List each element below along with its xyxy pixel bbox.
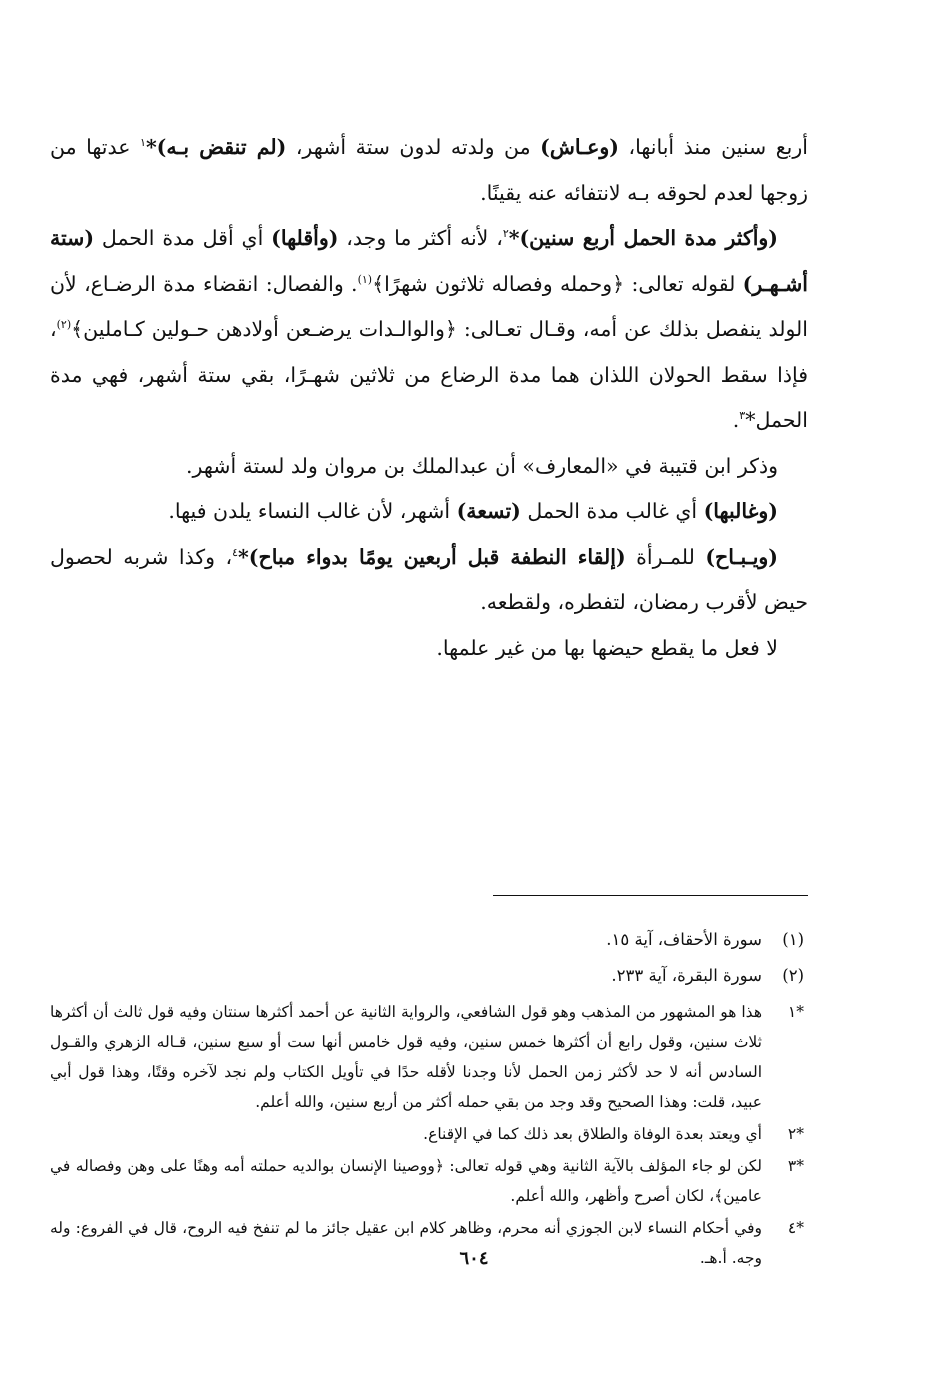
bold-term: (وأكثر مدة الحمل أربع سنين)*	[508, 226, 779, 250]
note-text: أي ويعتد بعدة الوفاة والطلاق بعد ذلك كما في الإقناع.	[423, 1125, 762, 1143]
footnote-text: سورة الأحقاف، آية ١٥.	[606, 930, 762, 949]
text-span: للمـرأة	[636, 544, 695, 569]
text-span: ، لأنه أكثر ما وجد،	[346, 226, 503, 250]
bold-term: (إلقاء النطفة قبل أربعين يومًا بدواء مباح)*	[238, 544, 626, 569]
footnote-ref: (٢)	[56, 318, 72, 332]
note-marker: *١	[787, 1003, 804, 1021]
text-span: أي غالب مدة الحمل	[527, 499, 698, 523]
footnote-marker: (١)	[782, 930, 804, 949]
paragraph-2	[50, 216, 808, 444]
text-span: أي أقل مدة الحمل	[101, 226, 264, 250]
bold-term: (ويـبـاح)	[705, 544, 778, 569]
footnote-divider	[493, 895, 808, 896]
note-marker: *٤	[787, 1219, 804, 1237]
note-ref: ١	[140, 136, 146, 150]
footnote-text: سورة البقرة، آية ٢٣٣.	[611, 966, 762, 985]
bold-term: (لم تنقض بـه)*	[145, 135, 287, 159]
main-text	[50, 125, 808, 671]
text-span: من ولدته لدون ستة أشهر،	[295, 135, 531, 159]
note-text: لكن لو جاء المؤلف بالآية الثانية وهي قوله تعالى: ﴿ووصينا الإنسان بوالديه حملته أمه وهنًا على وهن وفصاله في عامين﴾، لكان أصرح وأظهر، والله أعلم.	[50, 1157, 762, 1205]
bold-term: (وغالبها)	[703, 499, 778, 523]
footnote-marker: (٢)	[782, 966, 804, 985]
bold-term: (وعـاش)	[540, 135, 619, 159]
note-ref: ٤	[232, 545, 239, 559]
text-span: ، وكذا شربه لحصول حيض لأقرب رمضان، لتفطره، ولقطعه.	[50, 544, 808, 614]
text-span: ، فإذا سقط الحولان اللذان هما مدة الرضاع من ثلاثين شهـرًا، بقي ستة أشهر، فهي مدة الحمل*	[50, 317, 808, 432]
page-number: ٦٠٤	[459, 1248, 489, 1269]
bold-term: (وأقلها)	[271, 226, 339, 250]
commentary-note	[50, 1151, 808, 1211]
footnote	[50, 961, 808, 991]
note-marker: *٢	[787, 1125, 804, 1143]
footnote-ref: (١)	[357, 272, 373, 286]
text-span: عدتها من زوجها لعدم لحوقه بـه لانتفائه عنه يقينًا.	[50, 135, 808, 205]
note-ref: ٣	[739, 409, 746, 423]
bold-term: (ستة أشـهـر)	[50, 226, 808, 296]
note-marker: *٣	[787, 1157, 804, 1175]
footnote	[50, 925, 808, 955]
text-span: .	[732, 408, 740, 432]
text-span: أشهر، لأن غالب النساء يلدن فيها.	[168, 499, 451, 523]
text-span: . والفصال: انقضاء مدة الرضـاع، لأن الولد ينفصل بذلك عن أمه، وقـال تعـالى: ﴿والوالـدات يرضـعن أولادهن حـولين كـاملين﴾	[50, 271, 808, 341]
note-text: وفي أحكام النساء لابن الجوزي أنه محرم، وظاهر كلام ابن عقيل جائز ما لم تنفخ فيه الروح، قال في الفروع: وله وجه. أ.هـ.	[50, 1219, 762, 1267]
paragraph-3: وذكر ابن قتيبة في «المعارف» أن عبدالملك بن مروان ولد لستة أشهر.	[186, 453, 778, 478]
paragraph-5	[50, 535, 808, 626]
text-span: أربع سنين منذ أبانها،	[628, 135, 808, 159]
bold-term: (تسعة)	[456, 499, 521, 523]
paragraph-6: لا فعل ما يقطع حيضها بها من غير علمها.	[436, 635, 778, 660]
paragraph-4	[50, 489, 808, 535]
paragraph-1	[50, 125, 808, 216]
commentary-note	[50, 1119, 808, 1149]
commentary-note	[50, 997, 808, 1117]
note-ref: ٢	[502, 227, 509, 241]
note-text: هذا هو المشهور من المذهب وهو قول الشافعي، والرواية الثانية عن أحمد أكثرها سنتان وفيه قول ثالث أن أكثرها ثلاث سنين، وقول رابع أن أكثرها خمس سنين، وفيه قول خامس أنها ست أو سبع سنين، قـاله الزهري والقـول السادس أنه لا حد لأكثر زمن الحمل لأنا وجدنا لأقله حدًا في تأويل الكتاب ولم نجد لآخره وقتًا، وهذا قول أبي عبيد، قلت: وهذا الصحيح وقد وجد من بقي حمله أكثر من أربع سنين، والله أعلم.	[50, 1003, 762, 1111]
text-span: لقوله تعالى: ﴿وحمله وفصاله ثلاثون شهرًا﴾	[372, 271, 736, 296]
footnotes-section	[50, 925, 808, 1275]
